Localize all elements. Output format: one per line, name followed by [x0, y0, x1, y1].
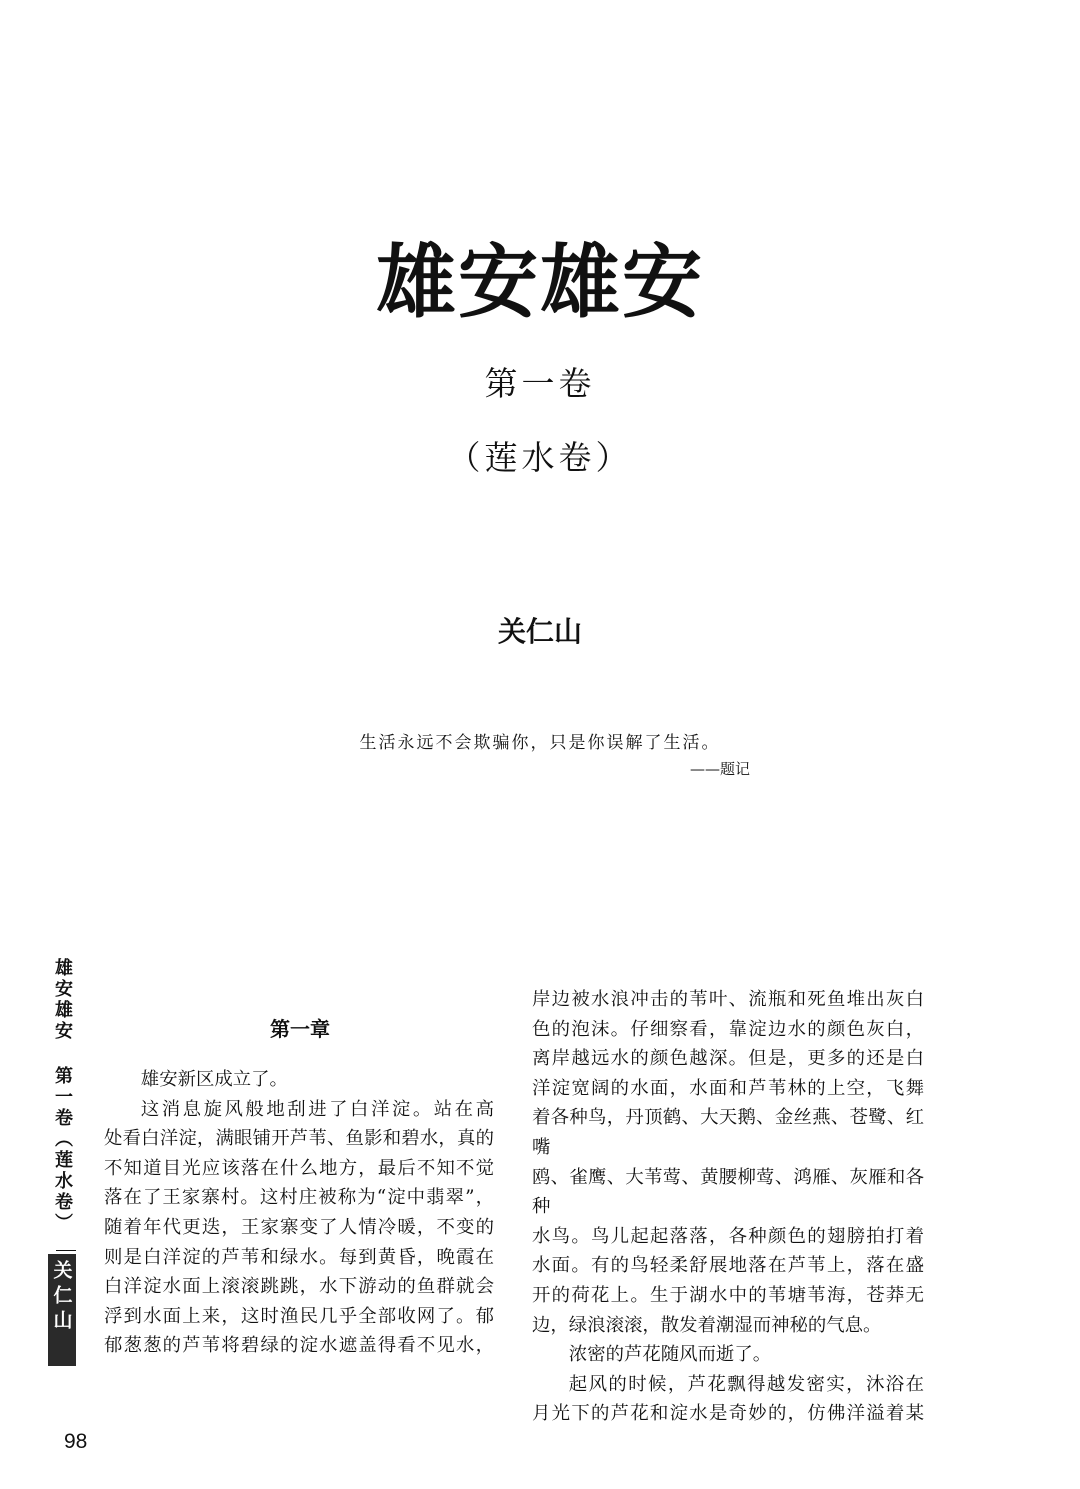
side-tab-author-box [48, 1254, 76, 1366]
side-tab-title: 雄安雄安 第一卷（莲水卷） [52, 958, 73, 1234]
paragraph-line: 起风的时候，芦花飘得越发密实，沐浴在 [568, 1373, 924, 1395]
paragraph-line: 雄安新区成立了。 [140, 1069, 288, 1090]
volume-label: 第一卷 [484, 364, 596, 403]
paragraph-line: 落在了王家寨村。这村庄被称为“淀中翡翠”， [104, 1187, 494, 1209]
paragraph-line: 处看白洋淀，满眼铺开芦苇、鱼影和碧水，真的 [104, 1128, 494, 1150]
paragraph-line: 岸边被水浪冲击的苇叶、流瓶和死鱼堆出灰白 [532, 989, 924, 1010]
paragraph-line: 鸥、雀鹰、大苇莺、黄腰柳莺、鸿雁、灰雁和各种 [532, 1166, 924, 1218]
paragraph-line: 浓密的芦花随风而逝了。 [568, 1344, 772, 1366]
side-tab [48, 958, 76, 1234]
author-name: 关仁山 [497, 615, 582, 648]
right-column [532, 985, 924, 1429]
subvolume-label: （莲水卷） [447, 438, 633, 477]
epigraph-source: ——题记 [690, 760, 751, 778]
side-tab-author: 关仁山 [50, 1260, 73, 1335]
paragraph-line: 洋淀宽阔的水面，水面和芦苇林的上空，飞舞 [532, 1077, 924, 1099]
book-title: 雄安雄安 [376, 235, 704, 329]
paragraph-line: 边，绿浪滚滚，散发着潮湿而神秘的气息。 [532, 1314, 882, 1336]
paragraph-line: 水面。有的鸟轻柔舒展地落在芦苇上，落在盛 [532, 1255, 924, 1277]
paragraph-line: 浮到水面上来，这时渔民几乎全部收网了。郁 [104, 1305, 494, 1327]
epigraph-text: 生活永远不会欺骗你，只是你误解了生活。 [359, 733, 721, 753]
paragraph-line: 白洋淀水面上滚滚跳跳，水下游动的鱼群就会 [104, 1276, 494, 1298]
paragraph-line: 开的荷花上。生于湖水中的苇塘苇海，苍莽无 [532, 1284, 924, 1306]
chapter-heading: 第一章 [270, 1017, 330, 1041]
paragraph-line: 随着年代更迭，王家寨变了人情冷暖，不变的 [104, 1216, 494, 1238]
left-column [104, 1065, 494, 1361]
paragraph-line: 不知道目光应该落在什么地方，最后不知不觉 [104, 1157, 494, 1179]
paragraph-line: 离岸越远水的颜色越深。但是，更多的还是白 [532, 1048, 924, 1070]
paragraph-line: 色的泡沫。仔细察看，靠淀边水的颜色灰白， [532, 1018, 924, 1040]
paragraph-line: 月光下的芦花和淀水是奇妙的，仿佛洋溢着某 [532, 1403, 924, 1425]
paragraph-line: 则是白洋淀的芦苇和绿水。每到黄昏，晚霞在 [104, 1246, 494, 1268]
side-tab-divider [56, 1250, 76, 1251]
paragraph-line: 郁葱葱的芦苇将碧绿的淀水遮盖得看不见水， [104, 1335, 494, 1357]
paragraph-line: 这消息旋风般地刮进了白洋淀。站在高 [140, 1098, 494, 1120]
paragraph-line: 水鸟。鸟儿起起落落，各种颜色的翅膀拍打着 [532, 1225, 924, 1247]
paragraph-line: 着各种鸟，丹顶鹤、大天鹅、金丝燕、苍鹭、红嘴 [532, 1107, 924, 1158]
page-number: 98 [64, 1430, 88, 1453]
